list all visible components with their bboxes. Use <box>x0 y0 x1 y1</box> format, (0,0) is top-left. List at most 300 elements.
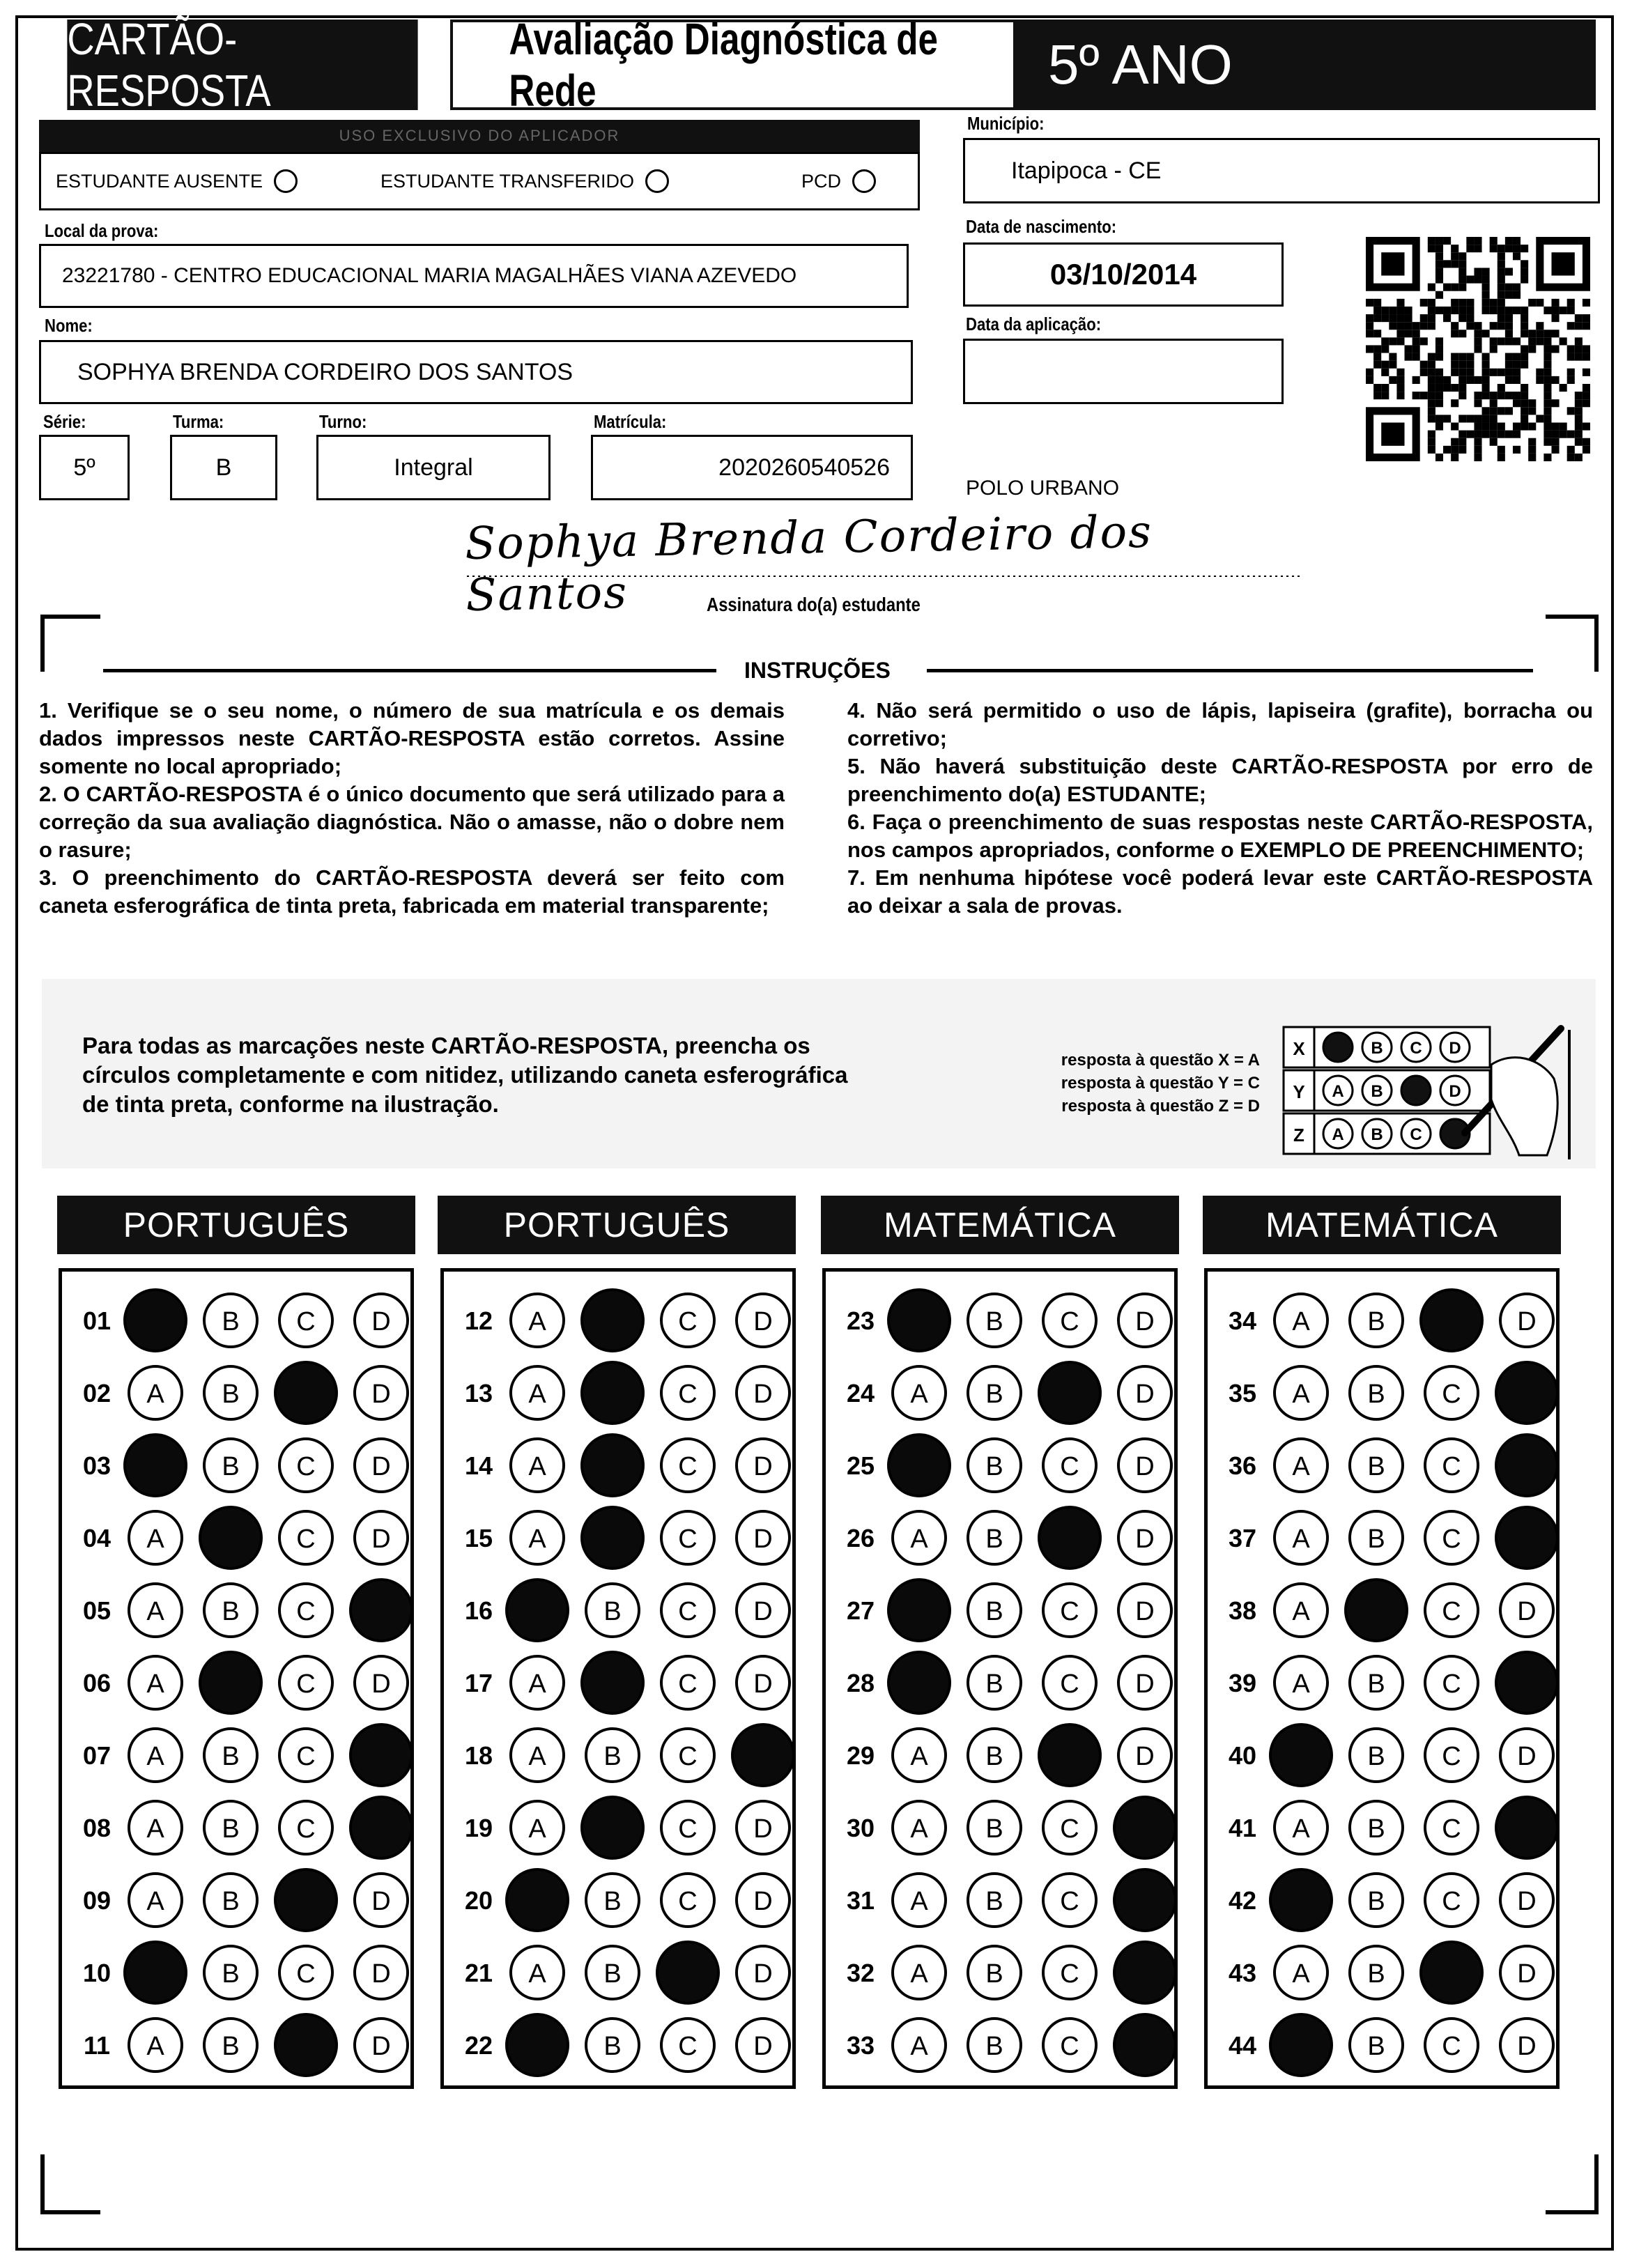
answer-bubble-filled[interactable] <box>351 1580 410 1641</box>
nascimento-field <box>963 242 1284 307</box>
bubble-letter: A <box>1292 1307 1310 1336</box>
bubble-letter: B <box>985 1380 1003 1409</box>
local-value: 23221780 - CENTRO EDUCACIONAL MARIA MAGALHÃES VIANA AZEVEDO <box>62 264 797 287</box>
bubble-letter: A <box>528 1669 546 1699</box>
bubble-letter: C <box>1060 1669 1079 1699</box>
example-resp-y: resposta à questão Y = C <box>1061 1074 1260 1093</box>
bubble-letter: B <box>222 1307 240 1336</box>
subject-header: PORTUGUÊS <box>57 1196 415 1254</box>
nome-field <box>39 340 913 404</box>
answer-bubble-filled[interactable] <box>507 1580 568 1641</box>
bubble-letter: D <box>1135 1669 1155 1699</box>
bubble-letter: D <box>1135 1742 1155 1771</box>
nascimento-value: 03/10/2014 <box>1049 258 1197 291</box>
answer-grid <box>826 1272 1174 2080</box>
bubble-letter: D <box>1517 1887 1537 1916</box>
question-number: 42 <box>1228 1886 1257 1915</box>
bubble-letter: D <box>1135 1307 1155 1336</box>
answer-bubble-filled[interactable] <box>1421 1942 1482 2003</box>
question-number: 25 <box>846 1451 875 1480</box>
grade-label: 5º ANO <box>1016 20 1596 110</box>
example-bubble-letter: A <box>1332 1125 1344 1144</box>
question-number: 10 <box>82 1959 111 1987</box>
answer-bubble-filled[interactable] <box>1039 1507 1100 1568</box>
answer-bubble-filled[interactable] <box>1270 2014 1332 2076</box>
answer-bubble-filled[interactable] <box>582 1290 643 1351</box>
answer-box <box>59 1268 414 2089</box>
bubble-letter: C <box>678 1742 698 1771</box>
answer-bubble-filled[interactable] <box>1039 1362 1100 1424</box>
bubble-letter: B <box>603 1959 622 1989</box>
aplicador-bar: USO EXCLUSIVO DO APLICADOR <box>39 120 920 152</box>
question-number: 30 <box>846 1814 875 1842</box>
question-number: 43 <box>1228 1959 1257 1987</box>
instructions-left <box>39 697 785 920</box>
bubble-letter: A <box>528 1380 546 1409</box>
question-number: 03 <box>82 1451 111 1480</box>
example-row-label: X <box>1293 1038 1305 1059</box>
bubble-letter: D <box>371 2032 391 2061</box>
bubble-letter: B <box>985 1959 1003 1989</box>
bubble-letter: B <box>985 1814 1003 1844</box>
bubble-letter: D <box>753 1452 773 1481</box>
answer-bubble-filled[interactable] <box>1114 1942 1174 2003</box>
bubble-letter: B <box>985 1669 1003 1699</box>
bubble-letter: A <box>528 1814 546 1844</box>
bubble-letter: C <box>1060 2032 1079 2061</box>
answer-bubble-filled[interactable] <box>582 1435 643 1496</box>
answer-bubble-filled[interactable] <box>582 1652 643 1713</box>
answer-bubble-filled[interactable] <box>1270 1869 1332 1931</box>
bubble-letter: C <box>1442 1452 1461 1481</box>
question-number: 34 <box>1228 1306 1257 1335</box>
bubble-letter: C <box>1442 1887 1461 1916</box>
bubble-letter: B <box>222 1959 240 1989</box>
example-row-label: Z <box>1293 1125 1304 1145</box>
question-number: 40 <box>1228 1741 1257 1770</box>
nascimento-label: Data de nascimento: <box>966 216 1117 237</box>
bubble-letter: C <box>296 1525 316 1554</box>
instruction-4: 4. Não será permitido o uso de lápis, lapiseira (grafite), borracha ou corretivo; <box>847 698 1593 750</box>
bubble-letter: C <box>296 1959 316 1989</box>
bubble-letter: C <box>678 1669 698 1699</box>
answer-bubble-filled[interactable] <box>507 1869 568 1931</box>
bubble-letter: D <box>1517 1307 1537 1336</box>
bubble-letter: C <box>1442 1525 1461 1554</box>
answer-bubble-filled[interactable] <box>507 2014 568 2076</box>
example-bubble-letter: C <box>1410 1039 1422 1058</box>
example-bubble-letter: D <box>1449 1082 1461 1101</box>
question-number: 37 <box>1228 1524 1257 1552</box>
matricula-label: Matrícula: <box>594 411 667 432</box>
bubble-letter: B <box>985 1307 1003 1336</box>
bubble-letter: D <box>753 1959 773 1989</box>
corner-mark-bottom-left <box>40 2154 100 2214</box>
subject-header: PORTUGUÊS <box>438 1196 796 1254</box>
bubble-letter: C <box>1442 1669 1461 1699</box>
matricula-field <box>591 435 913 500</box>
bubble-letter: A <box>910 2032 928 2061</box>
answer-bubble-filled[interactable] <box>275 2014 337 2076</box>
question-number: 02 <box>82 1379 111 1407</box>
answer-box <box>1204 1268 1560 2089</box>
question-number: 15 <box>464 1524 493 1552</box>
bubble-letter: D <box>1135 1597 1155 1626</box>
answer-bubble-filled[interactable] <box>351 1725 410 1786</box>
signature: Sophya Brenda Cordeiro dos Santos <box>464 506 1153 622</box>
answer-bubble-filled[interactable] <box>582 1507 643 1568</box>
answer-bubble-filled[interactable] <box>888 1435 950 1496</box>
bubble-letter: D <box>1517 1597 1537 1626</box>
bubble-letter: A <box>910 1742 928 1771</box>
bubble-letter: C <box>1060 1887 1079 1916</box>
bubble-letter: B <box>222 2032 240 2061</box>
bubble-letter: D <box>753 1669 773 1699</box>
bubble-letter: D <box>753 1525 773 1554</box>
question-number: 04 <box>82 1524 111 1552</box>
question-number: 13 <box>464 1379 493 1407</box>
bubble-letter: C <box>1060 1959 1079 1989</box>
bubble-letter: D <box>371 1959 391 1989</box>
bubble-letter: C <box>678 1452 698 1481</box>
example-bubble-letter: D <box>1449 1039 1461 1058</box>
answer-bubble-filled[interactable] <box>582 1797 643 1858</box>
answer-bubble-filled[interactable] <box>888 1580 950 1641</box>
answer-bubble-filled[interactable] <box>275 1869 337 1931</box>
bubble-letter: D <box>753 1307 773 1336</box>
bubble-letter: D <box>753 1380 773 1409</box>
bubble-letter: A <box>146 2032 164 2061</box>
turno-value: Integral <box>394 454 473 481</box>
bubble-letter: A <box>528 1525 546 1554</box>
nome-value: SOPHYA BRENDA CORDEIRO DOS SANTOS <box>77 358 573 385</box>
bubble-letter: D <box>371 1380 391 1409</box>
example-text: Para todas as marcações neste CARTÃO-RESPOSTA, preencha os círculos completamente e com nitidez, utilizando caneta esferográfica de tinta preta, conforme na ilustração. <box>82 1033 848 1117</box>
bubble-letter: C <box>678 1887 698 1916</box>
municipio-value: Itapipoca - CE <box>1011 157 1162 184</box>
question-number: 07 <box>82 1741 111 1770</box>
question-number: 09 <box>82 1886 111 1915</box>
pcd-bubble[interactable] <box>852 169 876 193</box>
answer-bubble-filled[interactable] <box>351 1797 410 1858</box>
example-bubble-letter: A <box>1332 1082 1344 1101</box>
bubble-letter: B <box>603 1742 622 1771</box>
serie-field <box>39 435 130 500</box>
bubble-letter: A <box>528 1452 546 1481</box>
bubble-letter: B <box>985 2032 1003 2061</box>
answer-bubble-filled[interactable] <box>657 1942 718 2003</box>
answer-bubble-filled[interactable] <box>1496 1362 1556 1424</box>
bubble-letter: A <box>146 1887 164 1916</box>
question-number: 19 <box>464 1814 493 1842</box>
bubble-letter: D <box>371 1525 391 1554</box>
question-number: 17 <box>464 1669 493 1697</box>
bubble-letter: D <box>753 1887 773 1916</box>
aplicacao-field <box>963 339 1284 404</box>
bubble-letter: A <box>1292 1380 1310 1409</box>
example-resp-z: resposta à questão Z = D <box>1061 1097 1260 1116</box>
question-number: 08 <box>82 1814 111 1842</box>
pcd-option[interactable] <box>801 169 876 193</box>
bubble-letter: C <box>678 1525 698 1554</box>
question-number: 33 <box>846 2031 875 2060</box>
example-bubble-letter: B <box>1371 1125 1383 1144</box>
bubble-letter: B <box>1367 1525 1385 1554</box>
instructions-rule-right <box>927 669 1533 672</box>
transferred-option[interactable] <box>380 169 669 193</box>
instruction-5: 5. Não haverá substituição deste CARTÃO-RESPOSTA por erro de preenchimento do(a) ESTUDANTE; <box>847 754 1593 806</box>
bubble-letter: B <box>603 2032 622 2061</box>
bubble-letter: B <box>222 1742 240 1771</box>
bubble-letter: D <box>371 1669 391 1699</box>
turno-field <box>316 435 551 500</box>
bubble-letter: D <box>371 1887 391 1916</box>
bubble-letter: A <box>1292 1452 1310 1481</box>
bubble-letter: A <box>528 1959 546 1989</box>
bubble-letter: C <box>678 1380 698 1409</box>
bubble-letter: B <box>1367 1814 1385 1844</box>
bubble-letter: C <box>678 1597 698 1626</box>
example-bubble-letter: C <box>1410 1125 1422 1144</box>
bubble-letter: A <box>528 1742 546 1771</box>
question-number: 11 <box>83 2031 111 2060</box>
bubble-letter: C <box>1060 1597 1079 1626</box>
bubble-letter: B <box>1367 1669 1385 1699</box>
bubble-letter: B <box>1367 1742 1385 1771</box>
bubble-letter: C <box>678 1814 698 1844</box>
instructions-rule-left <box>103 669 716 672</box>
bubble-letter: A <box>1292 1814 1310 1844</box>
question-number: 06 <box>82 1669 111 1697</box>
bubble-letter: D <box>753 2032 773 2061</box>
bubble-letter: C <box>296 1307 316 1336</box>
question-number: 44 <box>1228 2031 1257 2060</box>
corner-mark-top-right <box>1546 615 1599 672</box>
subject-header: MATEMÁTICA <box>821 1196 1179 1254</box>
corner-mark-top-left <box>40 615 100 672</box>
instruction-3: 3. O preenchimento do CARTÃO-RESPOSTA deverá ser feito com caneta esferográfica de tinta preta, fabricada em material transparente; <box>39 865 785 918</box>
bubble-letter: A <box>910 1380 928 1409</box>
qr-code-icon <box>1366 237 1590 461</box>
answer-bubble-filled[interactable] <box>1114 1797 1174 1858</box>
bubble-letter: A <box>146 1380 164 1409</box>
bubble-letter: B <box>603 1597 622 1626</box>
bubble-letter: B <box>985 1887 1003 1916</box>
hand-icon <box>1491 1058 1557 1155</box>
answer-bubble-filled[interactable] <box>732 1725 792 1786</box>
question-number: 36 <box>1228 1451 1257 1480</box>
bubble-letter: C <box>1442 1814 1461 1844</box>
bubble-letter: A <box>1292 1525 1310 1554</box>
bubble-letter: C <box>1442 1597 1461 1626</box>
question-number: 12 <box>464 1306 493 1335</box>
serie-label: Série: <box>43 411 86 432</box>
answer-bubble-filled[interactable] <box>1346 1580 1407 1641</box>
answer-bubble-filled[interactable] <box>275 1362 337 1424</box>
bubble-letter: B <box>1367 1380 1385 1409</box>
instruction-2: 2. O CARTÃO-RESPOSTA é o único documento que será utilizado para a correção da sua avaliação diagnóstica. Não o amasse, não o dobre nem o rasure; <box>39 782 785 862</box>
question-number: 24 <box>846 1379 875 1407</box>
turma-label: Turma: <box>173 411 224 432</box>
answer-bubble-filled[interactable] <box>1114 1869 1174 1931</box>
instruction-1: 1. Verifique se o seu nome, o número de sua matrícula e os demais dados impressos neste CARTÃO-RESPOSTA estão corretos. Assine somente no local apropriado; <box>39 698 785 778</box>
bubble-letter: C <box>296 1452 316 1481</box>
municipio-label: Município: <box>967 113 1045 134</box>
municipio-field <box>963 138 1600 203</box>
answer-bubble-filled[interactable] <box>125 1435 186 1496</box>
absent-label: ESTUDANTE AUSENTE <box>56 170 263 192</box>
instruction-7: 7. Em nenhuma hipótese você poderá levar este CARTÃO-RESPOSTA ao deixar a sala de provas. <box>847 865 1593 918</box>
bubble-letter: B <box>222 1452 240 1481</box>
bubble-letter: A <box>146 1525 164 1554</box>
bubble-letter: D <box>1517 2032 1537 2061</box>
absent-option[interactable] <box>56 169 298 193</box>
bubble-letter: C <box>1060 1452 1079 1481</box>
corner-mark-bottom-right <box>1546 2154 1599 2214</box>
bubble-letter: A <box>910 1525 928 1554</box>
bubble-letter: C <box>296 1669 316 1699</box>
answer-grid <box>1208 1272 1556 2080</box>
aplicacao-label: Data da aplicação: <box>966 314 1102 334</box>
answer-bubble-filled[interactable] <box>1421 1290 1482 1351</box>
bubble-letter: C <box>678 2032 698 2061</box>
question-number: 01 <box>82 1306 111 1335</box>
bubble-letter: D <box>371 1452 391 1481</box>
answer-bubble-filled[interactable] <box>1270 1725 1332 1786</box>
answer-box <box>440 1268 796 2089</box>
answer-bubble-filled[interactable] <box>1114 2014 1174 2076</box>
bubble-letter: C <box>678 1307 698 1336</box>
question-number: 28 <box>846 1669 875 1697</box>
answer-box <box>822 1268 1178 2089</box>
example-row-label: Y <box>1293 1081 1305 1102</box>
bubble-letter: B <box>603 1887 622 1916</box>
turno-label: Turno: <box>319 411 367 432</box>
answer-bubble-filled[interactable] <box>1496 1797 1556 1858</box>
question-number: 32 <box>846 1959 875 1987</box>
question-number: 29 <box>846 1741 875 1770</box>
bubble-letter: B <box>1367 1307 1385 1336</box>
bubble-letter: B <box>1367 2032 1385 2061</box>
answer-bubble-filled[interactable] <box>888 1290 950 1351</box>
transferred-label: ESTUDANTE TRANSFERIDO <box>380 170 635 192</box>
answer-grid <box>62 1272 410 2080</box>
answer-bubble-filled[interactable] <box>582 1362 643 1424</box>
card-title: CARTÃO-RESPOSTA <box>67 20 417 110</box>
bubble-letter: B <box>222 1887 240 1916</box>
bubble-letter: D <box>371 1307 391 1336</box>
question-number: 18 <box>464 1741 493 1770</box>
example-legend <box>1030 1049 1260 1118</box>
instruction-6: 6. Faça o preenchimento de suas respostas neste CARTÃO-RESPOSTA, nos campos apropriados, conforme o EXEMPLO DE PREENCHIMENTO; <box>847 810 1593 862</box>
question-number: 23 <box>846 1306 875 1335</box>
bubble-letter: D <box>1135 1380 1155 1409</box>
question-number: 22 <box>464 2031 493 2060</box>
answer-grid <box>444 1272 792 2080</box>
bubble-letter: B <box>222 1380 240 1409</box>
bubble-letter: D <box>1517 1959 1537 1989</box>
example-bubble-letter: B <box>1371 1082 1383 1101</box>
bubble-letter: B <box>222 1814 240 1844</box>
bubble-letter: C <box>1060 1307 1079 1336</box>
bubble-letter: A <box>146 1597 164 1626</box>
assessment-title: Avaliação Diagnóstica de Rede <box>450 20 1016 110</box>
answer-bubble-filled[interactable] <box>200 1507 261 1568</box>
answer-bubble-filled[interactable] <box>125 1290 186 1351</box>
example-bubble-letter: B <box>1371 1039 1383 1058</box>
question-number: 41 <box>1228 1814 1257 1842</box>
bubble-letter: C <box>296 1597 316 1626</box>
nome-label: Nome: <box>45 315 93 336</box>
bubble-letter: A <box>1292 1959 1310 1989</box>
instructions-right <box>847 697 1593 920</box>
bubble-letter: A <box>146 1742 164 1771</box>
example-grid <box>1282 1023 1582 1162</box>
pcd-label: PCD <box>801 170 842 192</box>
bubble-letter: B <box>985 1597 1003 1626</box>
transferred-bubble[interactable] <box>645 169 669 193</box>
question-number: 05 <box>82 1596 111 1625</box>
bubble-letter: B <box>985 1525 1003 1554</box>
question-number: 16 <box>464 1596 493 1625</box>
bubble-letter: B <box>1367 1887 1385 1916</box>
bubble-letter: A <box>910 1959 928 1989</box>
signature-label: Assinatura do(a) estudante <box>707 594 921 615</box>
bubble-letter: C <box>1442 2032 1461 2061</box>
answer-bubble-filled[interactable] <box>1496 1435 1556 1496</box>
polo-label: POLO URBANO <box>966 477 1120 500</box>
question-number: 14 <box>464 1451 493 1480</box>
absent-bubble[interactable] <box>274 169 298 193</box>
question-number: 31 <box>846 1886 875 1915</box>
bubble-letter: C <box>1442 1380 1461 1409</box>
answer-bubble-filled[interactable] <box>125 1942 186 2003</box>
bubble-letter: D <box>1135 1452 1155 1481</box>
question-number: 27 <box>846 1596 875 1625</box>
bubble-letter: B <box>985 1742 1003 1771</box>
local-label: Local da prova: <box>45 220 159 241</box>
bubble-letter: B <box>985 1452 1003 1481</box>
question-number: 26 <box>846 1524 875 1552</box>
bubble-letter: C <box>296 1814 316 1844</box>
example-bubble <box>1323 1033 1353 1062</box>
bubble-letter: A <box>910 1887 928 1916</box>
bubble-letter: B <box>1367 1959 1385 1989</box>
question-number: 35 <box>1228 1379 1257 1407</box>
bubble-letter: C <box>296 1742 316 1771</box>
bubble-letter: C <box>1060 1814 1079 1844</box>
answer-bubble-filled[interactable] <box>200 1652 261 1713</box>
bubble-letter: A <box>1292 1669 1310 1699</box>
answer-bubble-filled[interactable] <box>888 1652 950 1713</box>
question-number: 20 <box>464 1886 493 1915</box>
bubble-letter: A <box>146 1669 164 1699</box>
question-number: 39 <box>1228 1669 1257 1697</box>
bubble-letter: A <box>146 1814 164 1844</box>
answer-bubble-filled[interactable] <box>1496 1652 1556 1713</box>
bubble-letter: D <box>753 1597 773 1626</box>
subject-header: MATEMÁTICA <box>1203 1196 1561 1254</box>
instructions-title: INSTRUÇÕES <box>739 658 896 684</box>
example-resp-x: resposta à questão X = A <box>1061 1051 1260 1070</box>
local-field <box>39 244 909 308</box>
answer-bubble-filled[interactable] <box>1496 1507 1556 1568</box>
serie-value: 5º <box>73 454 95 481</box>
answer-bubble-filled[interactable] <box>1039 1725 1100 1786</box>
bubble-letter: B <box>222 1597 240 1626</box>
bubble-letter: D <box>1135 1525 1155 1554</box>
matricula-value: 2020260540526 <box>718 454 890 481</box>
